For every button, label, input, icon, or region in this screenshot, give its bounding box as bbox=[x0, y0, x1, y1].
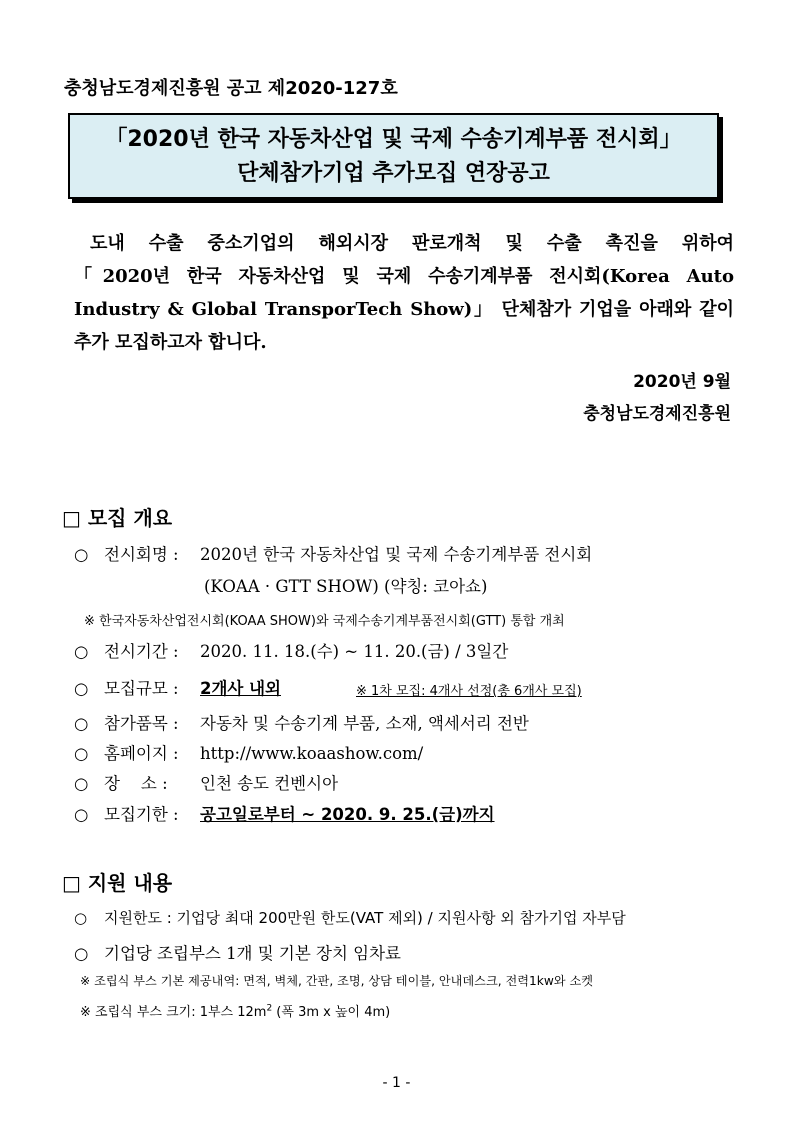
list-item-items bbox=[74, 710, 529, 734]
booth-size-dimensions: (폭 3m x 높이 4m) bbox=[272, 1005, 391, 1020]
scale-note: ※ 1차 모집: 4개사 선정(총 6개사 모집) bbox=[356, 684, 582, 699]
integration-note: ※ 한국자동차산업전시회(KOAA SHOW)와 국제수송기계부품전시회(GTT) 통합 개최 bbox=[84, 614, 565, 629]
exhibition-name-continued: (KOAA · GTT SHOW) (약칭: 코아쇼) bbox=[204, 577, 488, 596]
item-value: 2020. 11. 18.(수) ~ 11. 20.(금) / 3일간 bbox=[200, 642, 509, 661]
item-value: 자동차 및 수송기계 부품, 소재, 액세서리 전반 bbox=[200, 714, 529, 733]
bullet-icon: ○ bbox=[74, 714, 89, 733]
item-label: 전시회명 : bbox=[104, 545, 179, 564]
item-label: 모집기한 : bbox=[104, 805, 179, 824]
bullet-icon: ○ bbox=[74, 642, 89, 661]
bullet-icon: ○ bbox=[74, 909, 88, 927]
list-item-exhibition-name bbox=[74, 541, 592, 565]
superscript: 2 bbox=[266, 1003, 273, 1014]
item-value: 2개사 내외 bbox=[200, 679, 281, 698]
intro-line-4: 추가 모집하고자 합니다. bbox=[74, 332, 267, 353]
title-line-2: 단체참가기업 추가모집 연장공고 bbox=[237, 161, 550, 186]
item-value: 인천 송도 컨벤시아 bbox=[200, 774, 339, 793]
intro-line-1: 도내 수출 중소기업의 해외시장 판로개척 및 수출 촉진을 위하여 bbox=[90, 233, 734, 254]
bullet-icon: ○ bbox=[74, 679, 89, 698]
booth-contents-note: ※ 조립식 부스 기본 제공내역: 면적, 벽체, 간판, 조명, 상담 테이블, 안내데스크, 전력1kw와 소켓 bbox=[80, 974, 593, 988]
announcement-date: 2020년 9월 bbox=[633, 372, 731, 392]
booth-size-text: ※ 조립식 부스 크기: 1부스 12m bbox=[80, 1005, 267, 1020]
homepage-link[interactable]: http://www.koaashow.com/ bbox=[200, 744, 424, 763]
item-label: 장 소 : bbox=[104, 774, 168, 793]
title-box bbox=[68, 113, 719, 199]
bullet-icon: ○ bbox=[74, 944, 89, 963]
bullet-icon: ○ bbox=[74, 774, 89, 793]
bullet-icon: ○ bbox=[74, 744, 89, 763]
item-value: 지원한도 : 기업당 최대 200만원 한도(VAT 제외) / 지원사항 외 참가기업 자부담 bbox=[104, 909, 626, 927]
list-item-homepage bbox=[74, 740, 423, 764]
item-label: 홈페이지 : bbox=[104, 744, 179, 763]
bullet-icon: ○ bbox=[74, 545, 89, 564]
list-item-support-booth bbox=[74, 940, 401, 964]
item-value: 공고일로부터 ~ 2020. 9. 25.(금)까지 bbox=[200, 805, 495, 824]
item-value: 2020년 한국 자동차산업 및 국제 수송기계부품 전시회 bbox=[200, 545, 593, 564]
booth-size-note bbox=[80, 1001, 390, 1020]
issuing-organization: 충청남도경제진흥원 bbox=[583, 404, 731, 424]
page-number: - 1 - bbox=[382, 1075, 411, 1091]
bullet-icon: ○ bbox=[74, 805, 89, 824]
list-item-support-limit bbox=[74, 907, 626, 928]
intro-line-3: Industry & Global TransporTech Show)」 단체참가 기업을 아래와 같이 bbox=[74, 299, 734, 320]
item-label: 참가품목 : bbox=[104, 714, 179, 733]
list-item-recruit-scale bbox=[74, 675, 281, 699]
notice-number: 충청남도경제진흥원 공고 제2020-127호 bbox=[64, 78, 398, 99]
intro-line-2: 「2020년 한국 자동차산업 및 국제 수송기계부품 전시회(Korea Auto bbox=[74, 266, 734, 287]
list-item-deadline bbox=[74, 801, 495, 825]
item-label: 전시기간 : bbox=[104, 642, 179, 661]
list-item-exhibition-period bbox=[74, 638, 508, 662]
section-heading-overview: □ 모집 개요 bbox=[62, 506, 173, 530]
list-item-venue bbox=[74, 770, 338, 794]
section-heading-support: □ 지원 내용 bbox=[62, 871, 173, 895]
item-value: 기업당 조립부스 1개 및 기본 장치 임차료 bbox=[104, 944, 401, 963]
item-label: 모집규모 : bbox=[104, 679, 179, 698]
title-line-1: 「2020년 한국 자동차산업 및 국제 수송기계부품 전시회」 bbox=[105, 127, 682, 152]
